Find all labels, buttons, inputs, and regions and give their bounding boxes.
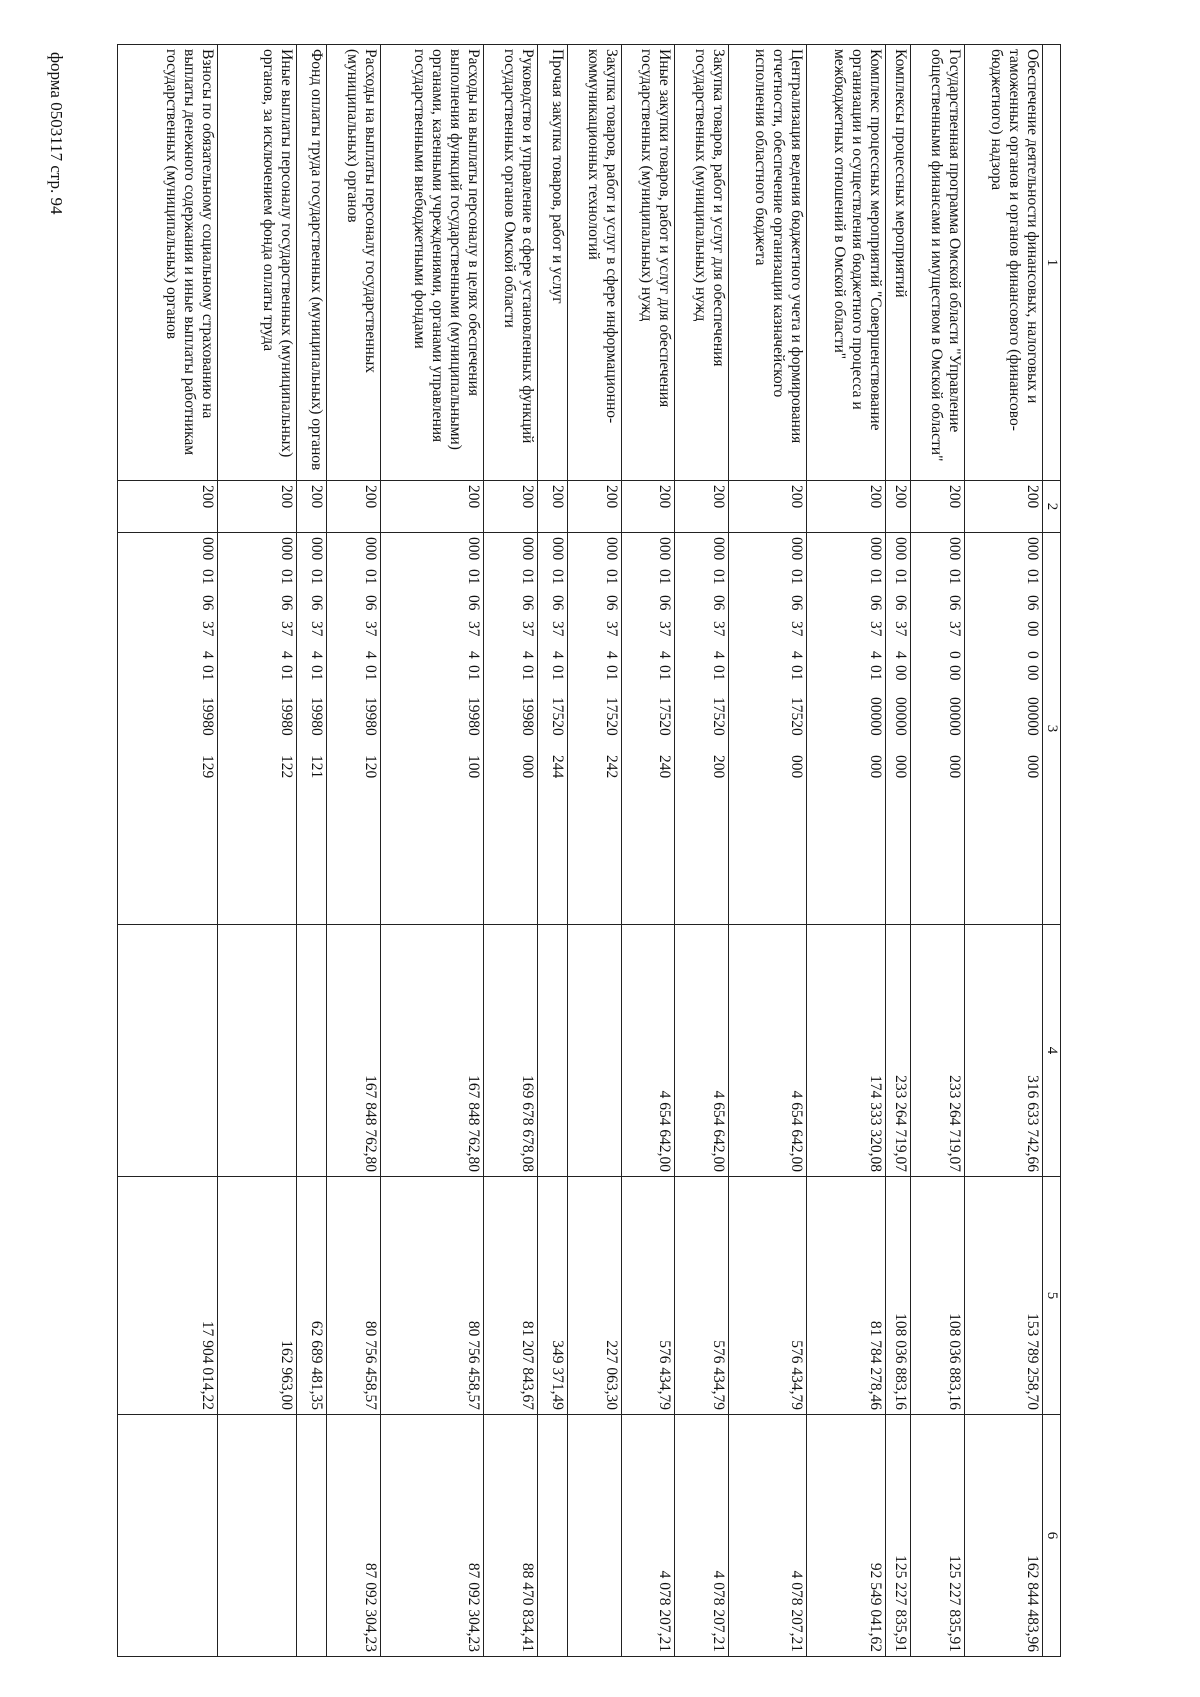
table-row [380,45,483,1657]
code-segment: 4 [361,651,379,659]
code-segment: 01 [361,665,379,681]
code-segment: 01 [709,665,727,681]
code-segment: 4 [198,651,216,659]
row-unexecuted-amount: 92 549 041,62 [806,1415,885,1657]
code-segment: 000 [787,755,805,779]
table-row [885,45,910,1657]
code-segment: 17520 [548,697,566,736]
code-segment: 01 [198,665,216,681]
table-row [567,45,621,1657]
row-name: Закупка товаров, работ и услуг в сфере информационно-коммуникационных технологий [567,45,621,481]
row-line-code: 200 [217,481,296,533]
code-segment: 06 [891,595,909,611]
row-executed-amount: 576 434,79 [621,1177,674,1415]
row-expense-code [567,533,621,925]
code-segment: 01 [518,569,536,585]
table-row [537,45,567,1657]
row-approved-amount: 4 654 642,00 [728,925,806,1177]
table-row [728,45,806,1657]
row-unexecuted-amount [296,1415,326,1657]
code-segment: 01 [277,569,295,585]
code-segment: 000 [655,537,673,561]
code-segment: 01 [602,569,620,585]
code-segment: 17520 [787,697,805,736]
code-segment: 4 [655,651,673,659]
code-segment: 4 [602,651,620,659]
code-segment: 242 [602,755,620,779]
column-number: 3 [1042,533,1060,925]
code-segment: 200 [709,755,727,779]
row-approved-amount: 174 333 320,08 [806,925,885,1177]
row-approved-amount: 167 848 762,80 [326,925,380,1177]
code-segment: 01 [464,569,482,585]
code-segment: 06 [655,595,673,611]
row-line-code: 200 [621,481,674,533]
row-expense-code [806,533,885,925]
row-executed-amount: 80 756 458,57 [326,1177,380,1415]
row-unexecuted-amount: 4 078 207,21 [728,1415,806,1657]
code-segment: 06 [602,595,620,611]
row-approved-amount [217,925,296,1177]
code-segment: 4 [866,651,884,659]
code-segment: 000 [548,537,566,561]
code-segment: 000 [891,537,909,561]
code-segment: 100 [464,755,482,779]
code-segment: 00 [891,665,909,681]
row-executed-amount: 108 036 883,16 [885,1177,910,1415]
code-segment: 06 [277,595,295,611]
code-segment: 120 [361,755,379,779]
row-line-code: 200 [296,481,326,533]
code-segment: 06 [945,595,963,611]
code-segment: 4 [464,651,482,659]
row-name: Комплексы процессных мероприятий [885,45,910,481]
row-expense-code [296,533,326,925]
code-segment: 4 [709,651,727,659]
code-segment: 01 [655,569,673,585]
code-segment: 17520 [709,697,727,736]
row-expense-code [621,533,674,925]
code-segment: 4 [787,651,805,659]
row-name: Прочая закупка товаров, работ и услуг [537,45,567,481]
row-name: Государственная программа Омской области "Управление общественными финансами и имуществом в Омской области" [910,45,964,481]
table-row [296,45,326,1657]
row-name: Закупка товаров, работ и услуг для обеспечения государственных (муниципальных) нужд [674,45,728,481]
code-segment: 19980 [518,697,536,736]
code-segment: 37 [602,621,620,637]
code-segment: 37 [307,621,325,637]
code-segment: 01 [787,665,805,681]
code-segment: 240 [655,755,673,779]
code-segment: 000 [198,537,216,561]
table-row [964,45,1042,1657]
code-segment: 000 [945,537,963,561]
row-approved-amount: 169 678 678,08 [483,925,537,1177]
code-segment: 37 [945,621,963,637]
code-segment: 000 [361,537,379,561]
code-segment: 01 [709,569,727,585]
row-expense-code [326,533,380,925]
code-segment: 37 [464,621,482,637]
row-approved-amount: 4 654 642,00 [674,925,728,1177]
code-segment: 37 [891,621,909,637]
code-segment: 17520 [655,697,673,736]
row-unexecuted-amount: 87 092 304,23 [380,1415,483,1657]
code-segment: 01 [787,569,805,585]
row-approved-amount: 233 264 719,07 [885,925,910,1177]
row-unexecuted-amount: 4 078 207,21 [674,1415,728,1657]
code-segment: 4 [307,651,325,659]
row-unexecuted-amount: 162 844 483,96 [964,1415,1042,1657]
code-segment: 01 [307,569,325,585]
code-segment: 000 [307,537,325,561]
code-segment: 37 [787,621,805,637]
code-segment: 19980 [307,697,325,736]
row-executed-amount: 17 904 014,22 [117,1177,217,1415]
row-line-code: 200 [964,481,1042,533]
code-segment: 00 [1023,665,1041,681]
table-row [217,45,296,1657]
row-executed-amount: 153 789 258,70 [964,1177,1042,1415]
column-number: 2 [1042,481,1060,533]
budget-execution-table [117,44,1061,1657]
row-line-code: 200 [910,481,964,533]
row-line-code: 200 [117,481,217,533]
code-segment: 06 [361,595,379,611]
code-segment: 01 [518,665,536,681]
row-unexecuted-amount [567,1415,621,1657]
row-executed-amount: 576 434,79 [674,1177,728,1415]
row-line-code: 200 [806,481,885,533]
column-number-row [1042,45,1060,1657]
code-segment: 01 [198,569,216,585]
code-segment: 4 [891,651,909,659]
code-segment: 37 [866,621,884,637]
code-segment: 01 [361,569,379,585]
row-name: Иные закупки товаров, работ и услуг для обеспечения государственных (муниципальных) нужд [621,45,674,481]
row-name: Взносы по обязательному социальному страхованию на выплаты денежного содержания и иные выплаты работникам государственных (муниципальных) органов [117,45,217,481]
row-expense-code [117,533,217,925]
table-row [910,45,964,1657]
column-number: 1 [1042,45,1060,481]
row-executed-amount: 81 784 278,46 [806,1177,885,1415]
row-unexecuted-amount: 87 092 304,23 [326,1415,380,1657]
code-segment: 01 [277,665,295,681]
row-unexecuted-amount: 125 227 835,91 [885,1415,910,1657]
code-segment: 00000 [1023,697,1041,736]
row-name: Руководство и управление в сфере установленных функций государственных органов Омской области [483,45,537,481]
row-unexecuted-amount [217,1415,296,1657]
code-segment: 00 [1023,621,1041,637]
code-segment: 000 [1023,755,1041,779]
code-segment: 01 [464,665,482,681]
code-segment: 000 [866,537,884,561]
row-unexecuted-amount: 88 470 834,41 [483,1415,537,1657]
code-segment: 129 [198,755,216,779]
code-segment: 17520 [602,697,620,736]
table-row [621,45,674,1657]
code-segment: 06 [1023,595,1041,611]
row-approved-amount: 167 848 762,80 [380,925,483,1177]
row-expense-code [910,533,964,925]
row-executed-amount: 349 371,49 [537,1177,567,1415]
code-segment: 00 [945,665,963,681]
row-executed-amount: 62 689 481,35 [296,1177,326,1415]
row-executed-amount: 162 963,00 [217,1177,296,1415]
code-segment: 01 [548,665,566,681]
row-line-code: 200 [728,481,806,533]
form-page-label: форма 0503117 стр. 94 [47,52,66,215]
code-segment: 000 [277,537,295,561]
row-unexecuted-amount [537,1415,567,1657]
row-approved-amount: 316 633 742,66 [964,925,1042,1177]
row-line-code: 200 [567,481,621,533]
code-segment: 06 [866,595,884,611]
row-line-code: 200 [326,481,380,533]
row-executed-amount: 80 756 458,57 [380,1177,483,1415]
code-segment: 19980 [277,697,295,736]
row-name: Расходы на выплаты персоналу государственных (муниципальных) органов [326,45,380,481]
code-segment: 01 [548,569,566,585]
row-expense-code [728,533,806,925]
code-segment: 06 [787,595,805,611]
code-segment: 06 [198,595,216,611]
row-line-code: 200 [483,481,537,533]
table-row [674,45,728,1657]
code-segment: 000 [709,537,727,561]
row-name: Иные выплаты персоналу государственных (муниципальных) органов, за исключением фонда оплаты труда [217,45,296,481]
row-name: Обеспечение деятельности финансовых, налоговых и таможенных органов и органов финансового (финансово-бюджетного) надзора [964,45,1042,481]
code-segment: 01 [655,665,673,681]
code-segment: 01 [307,665,325,681]
row-executed-amount: 227 063,30 [567,1177,621,1415]
code-segment: 000 [602,537,620,561]
code-segment: 37 [277,621,295,637]
code-segment: 37 [198,621,216,637]
code-segment: 4 [518,651,536,659]
row-approved-amount [296,925,326,1177]
row-line-code: 200 [380,481,483,533]
row-expense-code [964,533,1042,925]
row-line-code: 200 [537,481,567,533]
code-segment: 000 [1023,537,1041,561]
code-segment: 19980 [198,697,216,736]
code-segment: 000 [891,755,909,779]
row-expense-code [674,533,728,925]
row-approved-amount [567,925,621,1177]
row-approved-amount [537,925,567,1177]
code-segment: 0 [945,651,963,659]
code-segment: 06 [518,595,536,611]
code-segment: 4 [277,651,295,659]
code-segment: 06 [709,595,727,611]
row-unexecuted-amount [117,1415,217,1657]
row-line-code: 200 [885,481,910,533]
code-segment: 19980 [464,697,482,736]
code-segment: 01 [945,569,963,585]
row-unexecuted-amount: 125 227 835,91 [910,1415,964,1657]
code-segment: 01 [891,569,909,585]
column-number: 6 [1042,1415,1060,1657]
code-segment: 19980 [361,697,379,736]
code-segment: 4 [548,651,566,659]
row-approved-amount: 233 264 719,07 [910,925,964,1177]
code-segment: 00000 [891,697,909,736]
code-segment: 00000 [866,697,884,736]
code-segment: 06 [464,595,482,611]
code-segment: 000 [945,755,963,779]
row-line-code: 200 [674,481,728,533]
row-executed-amount: 81 207 843,67 [483,1177,537,1415]
code-segment: 01 [1023,569,1041,585]
row-approved-amount: 4 654 642,00 [621,925,674,1177]
code-segment: 37 [361,621,379,637]
row-expense-code [380,533,483,925]
code-segment: 000 [787,537,805,561]
row-executed-amount: 576 434,79 [728,1177,806,1415]
code-segment: 01 [866,665,884,681]
code-segment: 37 [709,621,727,637]
row-unexecuted-amount: 4 078 207,21 [621,1415,674,1657]
code-segment: 37 [548,621,566,637]
code-segment: 000 [866,755,884,779]
code-segment: 00000 [945,697,963,736]
table-body [117,45,1042,1657]
code-segment: 000 [518,755,536,779]
row-expense-code [217,533,296,925]
code-segment: 06 [548,595,566,611]
row-expense-code [483,533,537,925]
column-number: 4 [1042,925,1060,1177]
row-expense-code [537,533,567,925]
row-executed-amount: 108 036 883,16 [910,1177,964,1415]
table-row [483,45,537,1657]
code-segment: 0 [1023,651,1041,659]
row-name: Централизация ведения бюджетного учета и формирования отчетности, обеспечение организации казначейского исполнения областного бюджета [728,45,806,481]
code-segment: 000 [518,537,536,561]
table-row [117,45,217,1657]
code-segment: 06 [307,595,325,611]
code-segment: 121 [307,755,325,779]
code-segment: 01 [602,665,620,681]
table-row [806,45,885,1657]
code-segment: 122 [277,755,295,779]
row-name: Расходы на выплаты персоналу в целях обеспечения выполнения функций государственными (муниципальными) органами, казенными учреждениями, органами управления государственными внебюджетными фондами [380,45,483,481]
code-segment: 37 [518,621,536,637]
code-segment: 01 [866,569,884,585]
row-name: Фонд оплаты труда государственных (муниципальных) органов [296,45,326,481]
row-name: Комплекс процессных мероприятий "Совершенствование организации и осуществления бюджетного процесса и межбюджетных отношений в Омской области" [806,45,885,481]
table-row [326,45,380,1657]
code-segment: 244 [548,755,566,779]
row-expense-code [885,533,910,925]
column-number: 5 [1042,1177,1060,1415]
code-segment: 37 [655,621,673,637]
code-segment: 000 [464,537,482,561]
row-approved-amount [117,925,217,1177]
